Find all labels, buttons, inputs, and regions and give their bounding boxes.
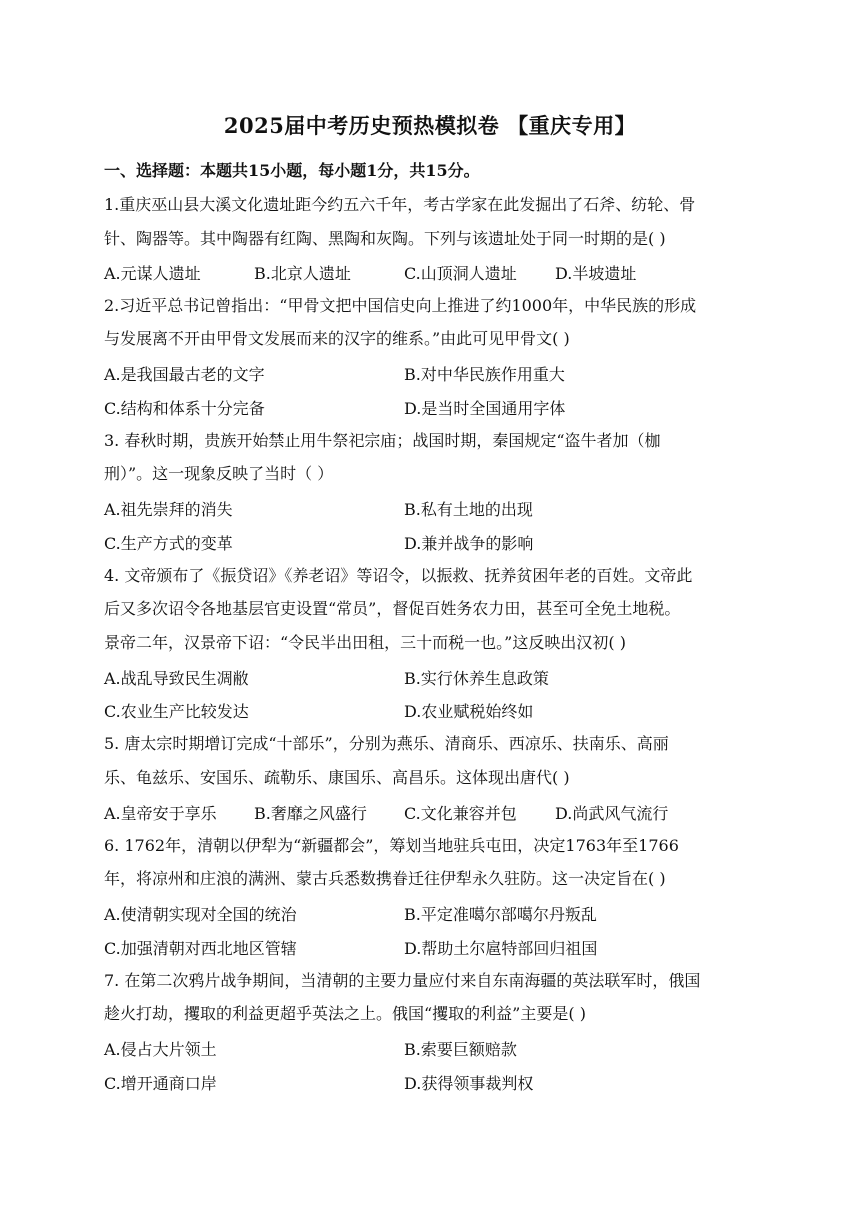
question-3-stem-line-2: 刑）”。这一现象反映了当时（ ）: [104, 464, 334, 483]
question-7-option-b[interactable]: B.索要巨额赔款: [404, 1040, 517, 1059]
question-6-option-d[interactable]: D.帮助土尔扈特部回归祖国: [404, 939, 598, 958]
section-heading: 一、选择题：本题共15小题，每小题1分，共15分。: [104, 161, 480, 180]
question-4-options-row-1: [104, 666, 754, 688]
question-6-stem-line-1: 6. 1762年，清朝以伊犁为“新疆都会”，筹划当地驻兵屯田，决定1763年至1766: [104, 836, 679, 855]
question-3-options-row-1: [104, 497, 754, 519]
question-4-option-a[interactable]: A.战乱导致民生凋敝: [104, 669, 249, 688]
question-7-option-d[interactable]: D.获得领事裁判权: [404, 1074, 534, 1093]
question-5-stem-line-2: 乐、龟兹乐、安国乐、疏勒乐、康国乐、高昌乐。这体现出唐代( ): [104, 768, 570, 787]
question-7-option-a[interactable]: A.侵占大片领土: [104, 1040, 217, 1059]
question-6-option-c[interactable]: C.加强清朝对西北地区管辖: [104, 939, 297, 958]
question-7-stem-line-1: 7. 在第二次鸦片战争期间，当清朝的主要力量应付来自东南海疆的英法联军时，俄国: [104, 971, 701, 990]
question-5-options: [104, 801, 754, 823]
question-2-options-row-1: [104, 362, 754, 384]
question-4-stem-line-3: 景帝二年，汉景帝下诏：“令民半出田租，三十而税一也。”这反映出汉初( ): [104, 633, 626, 652]
question-1-option-c[interactable]: C.山顶洞人遗址: [404, 264, 517, 283]
question-5-option-b[interactable]: B.奢靡之风盛行: [254, 804, 367, 823]
question-4-option-c[interactable]: C.农业生产比较发达: [104, 702, 249, 721]
question-7-options-row-2: [104, 1071, 754, 1093]
question-6-stem-line-2: 年，将凉州和庄浪的满洲、蒙古兵悉数携眷迁往伊犁永久驻防。这一决定旨在( ): [104, 869, 666, 888]
question-1-option-b[interactable]: B.北京人遗址: [254, 264, 351, 283]
question-1-options: [104, 261, 754, 283]
question-6-options-row-2: [104, 936, 754, 958]
question-3-option-a[interactable]: A.祖先崇拜的消失: [104, 500, 233, 519]
question-1-stem-line-2: 针、陶器等。其中陶器有红陶、黑陶和灰陶。下列与该遗址处于同一时期的是( ): [104, 229, 666, 248]
question-3-option-c[interactable]: C.生产方式的变革: [104, 534, 233, 553]
question-4-option-d[interactable]: D.农业赋税始终如: [404, 702, 534, 721]
question-2-options-row-2: [104, 396, 754, 418]
question-2-stem-line-1: 2.习近平总书记曾指出：“甲骨文把中国信史向上推进了约1000年，中华民族的形成: [104, 296, 697, 315]
question-1-option-a[interactable]: A.元谋人遗址: [104, 264, 201, 283]
question-6-option-a[interactable]: A.使清朝实现对全国的统治: [104, 905, 297, 924]
question-7-stem-line-2: 趁火打劫，攫取的利益更超乎英法之上。俄国“攫取的利益”主要是( ): [104, 1004, 586, 1023]
question-3-options-row-2: [104, 531, 754, 553]
question-5-option-d[interactable]: D.尚武风气流行: [555, 804, 669, 823]
question-1-option-d[interactable]: D.半坡遗址: [555, 264, 637, 283]
question-3-option-d[interactable]: D.兼并战争的影响: [404, 534, 534, 553]
question-2-option-d[interactable]: D.是当时全国通用字体: [404, 399, 566, 418]
question-4-stem-line-1: 4. 文帝颁布了《振贷诏》《养老诏》等诏令，以振救、抚养贫困年老的百姓。文帝此: [104, 566, 693, 585]
question-6-option-b[interactable]: B.平定准噶尔部噶尔丹叛乱: [404, 905, 597, 924]
question-3-stem-line-1: 3. 春秋时期，贵族开始禁止用牛祭祀宗庙；战国时期，秦国规定“盗牛者加（枷: [104, 431, 661, 450]
question-5-option-a[interactable]: A.皇帝安于享乐: [104, 804, 217, 823]
question-7-options-row-1: [104, 1037, 754, 1059]
question-7-option-c[interactable]: C.增开通商口岸: [104, 1074, 217, 1093]
question-1-stem-line-1: 1.重庆巫山县大溪文化遗址距今约五六千年，考古学家在此发掘出了石斧、纺轮、骨: [104, 195, 696, 214]
question-6-options-row-1: [104, 902, 754, 924]
question-5-stem-line-1: 5. 唐太宗时期增订完成“十部乐”，分别为燕乐、清商乐、西凉乐、扶南乐、高丽: [104, 734, 669, 753]
question-3-option-b[interactable]: B.私有土地的出现: [404, 500, 533, 519]
question-4-stem-line-2: 后又多次诏令各地基层官吏设置“常员”，督促百姓务农力田，甚至可全免土地税。: [104, 599, 681, 618]
question-4-options-row-2: [104, 699, 754, 721]
question-2-stem-line-2: 与发展离不开由甲骨文发展而来的汉字的维系。”由此可见甲骨文( ): [104, 329, 570, 348]
page-title: 2025届中考历史预热模拟卷 【重庆专用】: [223, 113, 637, 138]
question-5-option-c[interactable]: C.文化兼容并包: [404, 804, 517, 823]
question-2-option-a[interactable]: A.是我国最古老的文字: [104, 365, 265, 384]
question-4-option-b[interactable]: B.实行休养生息政策: [404, 669, 549, 688]
question-2-option-c[interactable]: C.结构和体系十分完备: [104, 399, 265, 418]
question-2-option-b[interactable]: B.对中华民族作用重大: [404, 365, 565, 384]
